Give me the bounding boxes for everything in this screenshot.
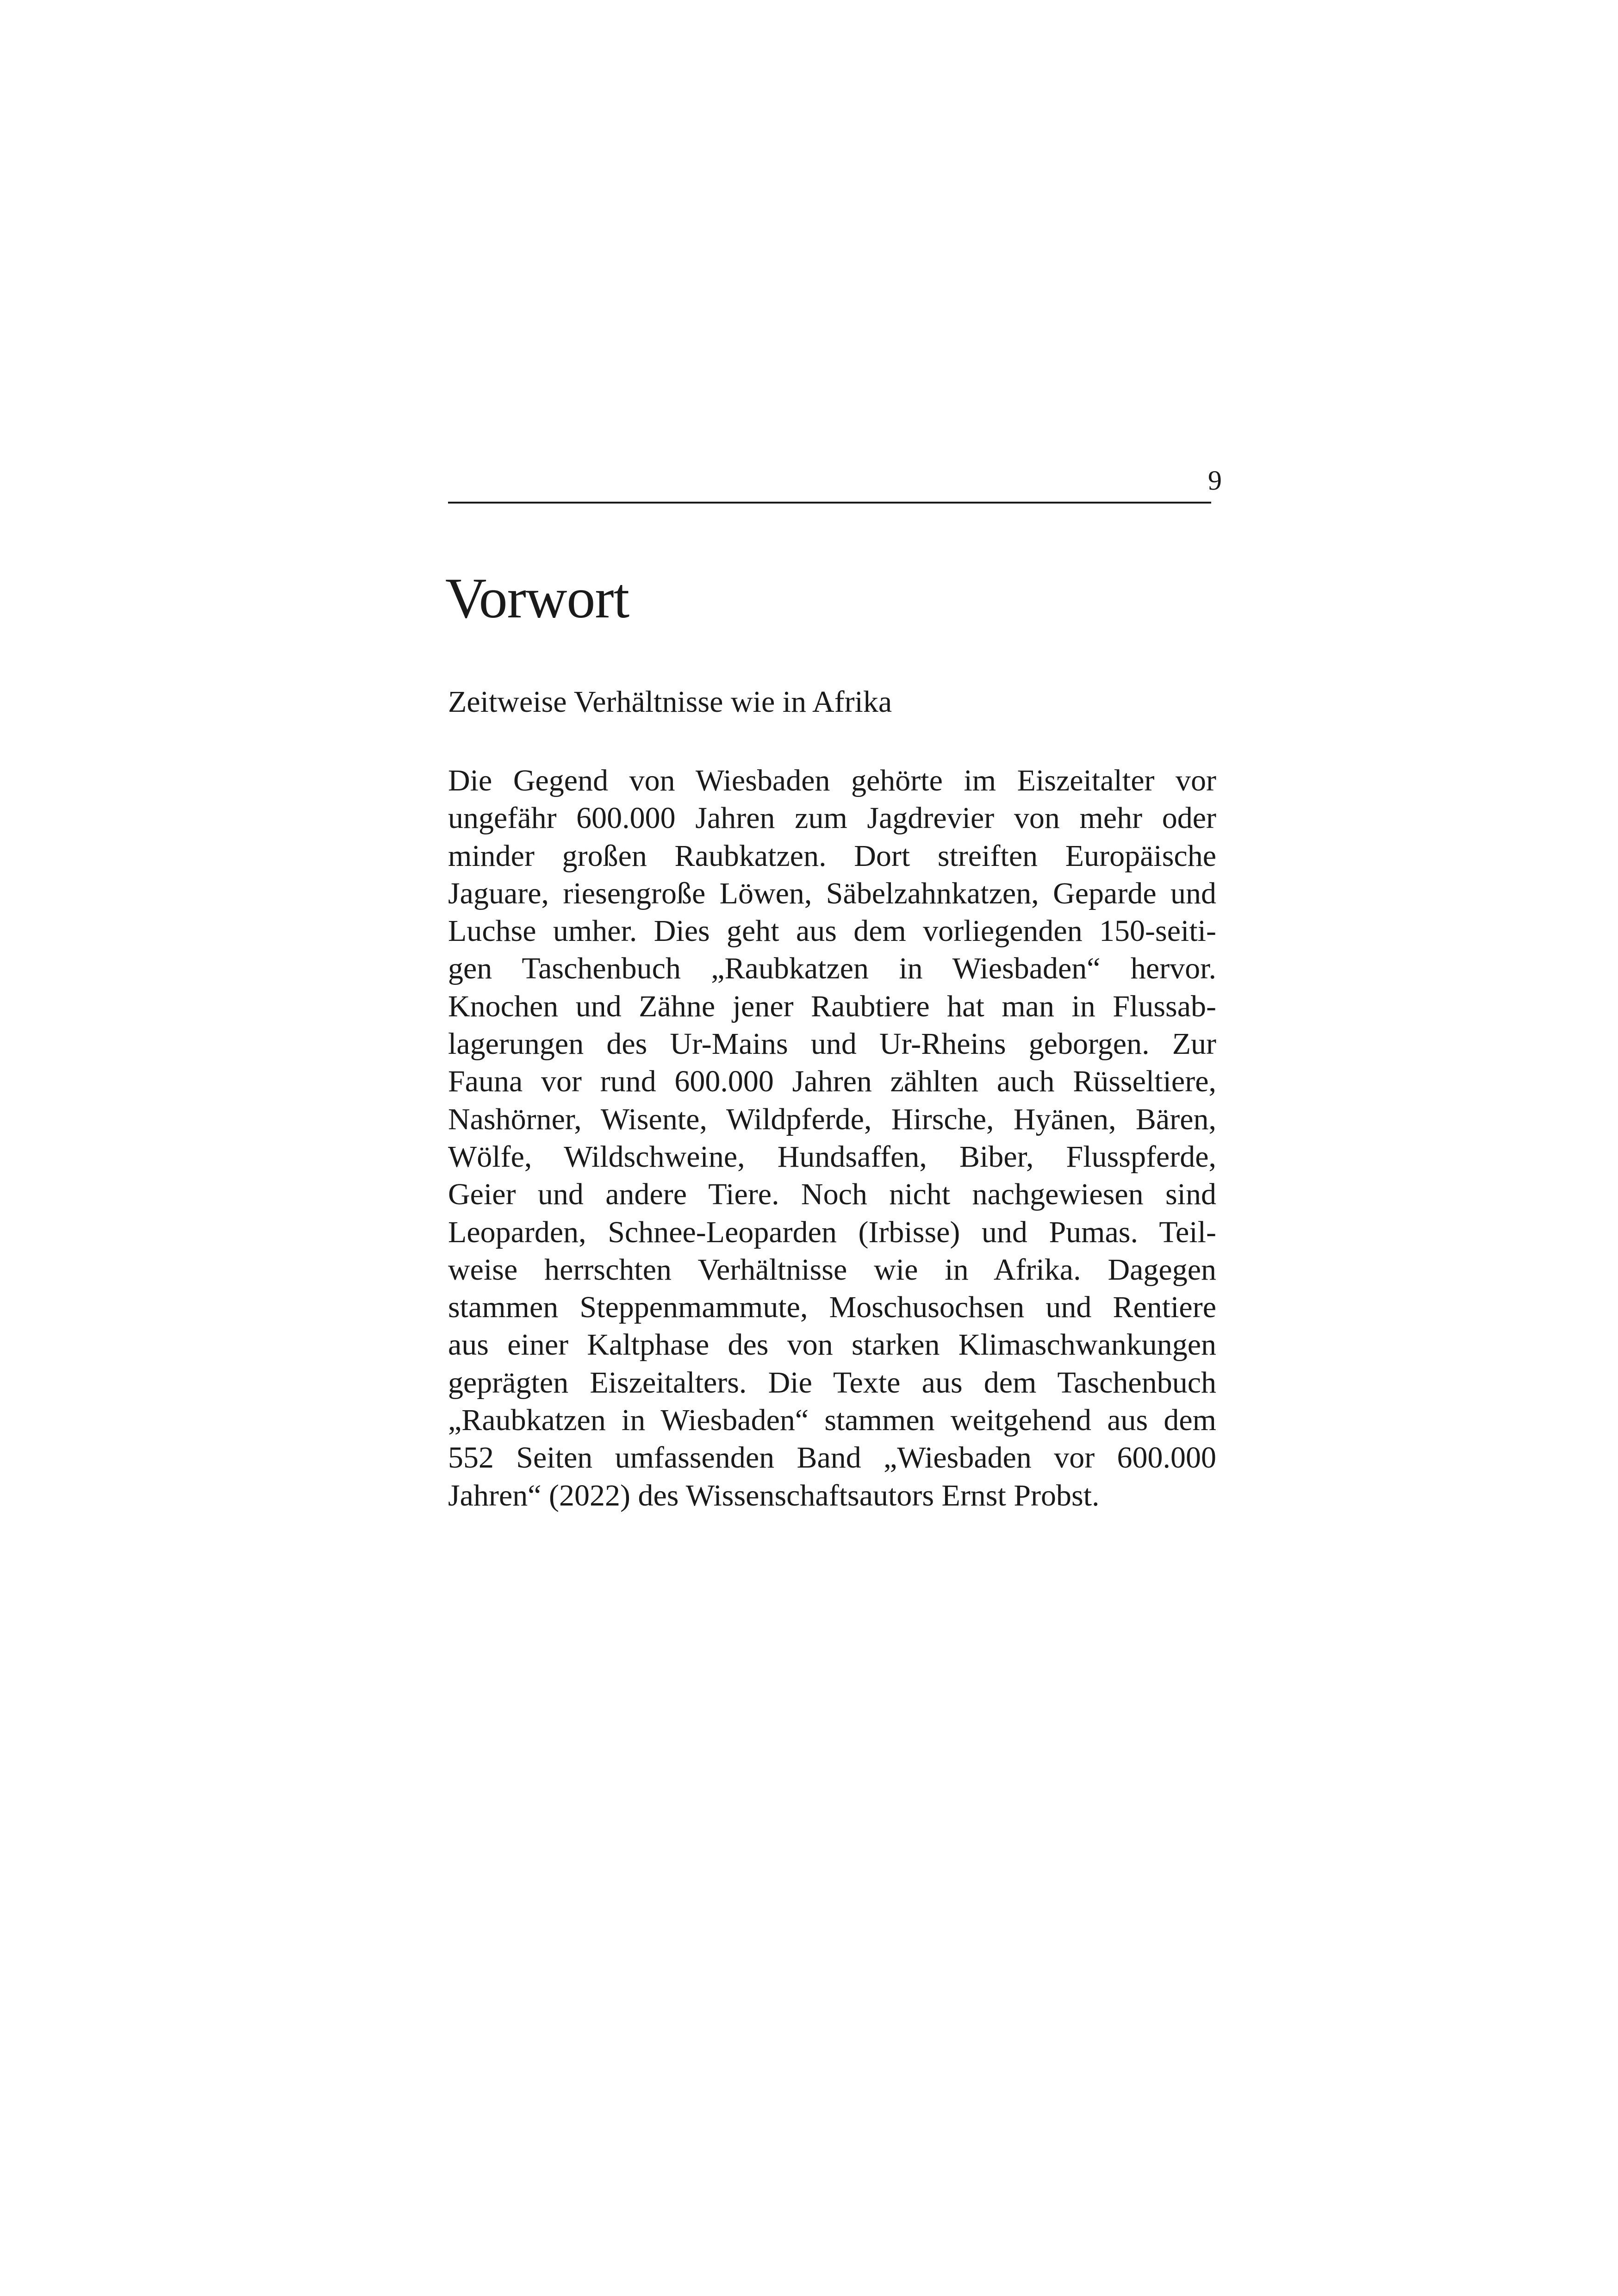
body-line: geprägten Eiszeitalters. Die Texte aus dem Taschenbuch: [448, 1365, 1216, 1400]
page-number: 9: [1208, 465, 1222, 496]
body-line: Nashörner, Wisente, Wildpferde, Hirsche, Hyänen, Bären,: [448, 1102, 1216, 1136]
body-line: 552 Seiten umfassenden Band „Wiesbaden vor 600.000: [448, 1441, 1216, 1475]
body-line: Geier und andere Tiere. Noch nicht nachgewiesen sind: [448, 1177, 1216, 1212]
body-line: weise herrschten Verhältnisse wie in Afrika. Dagegen: [448, 1252, 1216, 1287]
body-line: „Raubkatzen in Wiesbaden“ stammen weitgehend aus dem: [448, 1403, 1216, 1437]
body-line: stammen Steppenmammute, Moschusochsen und Rentiere: [448, 1290, 1216, 1325]
body-line: Knochen und Zähne jener Raubtiere hat man in Flussab-: [448, 989, 1216, 1023]
body-line: Fauna vor rund 600.000 Jahren zählten auch Rüsseltiere,: [448, 1064, 1216, 1099]
body-line: gen Taschenbuch „Raubkatzen in Wiesbaden“ hervor.: [448, 952, 1216, 986]
body-line: Leoparden, Schnee-Leoparden (Irbisse) und Pumas. Teil-: [448, 1215, 1216, 1249]
body-line: Jaguare, riesengroße Löwen, Säbelzahnkatzen, Geparde und: [448, 876, 1216, 910]
body-line: aus einer Kaltphase des von starken Klimaschwankungen: [448, 1328, 1216, 1362]
body-line: Luchse umher. Dies geht aus dem vorliegenden 150-seiti-: [448, 914, 1216, 948]
body-line: Jahren“ (2022) des Wissenschaftsautors Ernst Probst.: [448, 1478, 1100, 1512]
body-paragraph: [448, 762, 1216, 1514]
body-line: Die Gegend von Wiesbaden gehörte im Eiszeitalter vor: [448, 764, 1216, 797]
header-rule: [448, 502, 1211, 504]
body-line: ungefähr 600.000 Jahren zum Jagdrevier von mehr oder: [448, 801, 1216, 835]
chapter-subtitle: Zeitweise Verhältnisse wie in Afrika: [448, 685, 892, 719]
body-line: lagerungen des Ur-Mains und Ur-Rheins geborgen. Zur: [448, 1027, 1216, 1061]
body-line: Wölfe, Wildschweine, Hundsaffen, Biber, Flusspferde,: [448, 1139, 1216, 1174]
body-line: minder großen Raubkatzen. Dort streiften Europäische: [448, 839, 1216, 873]
chapter-title: Vorwort: [445, 566, 629, 630]
